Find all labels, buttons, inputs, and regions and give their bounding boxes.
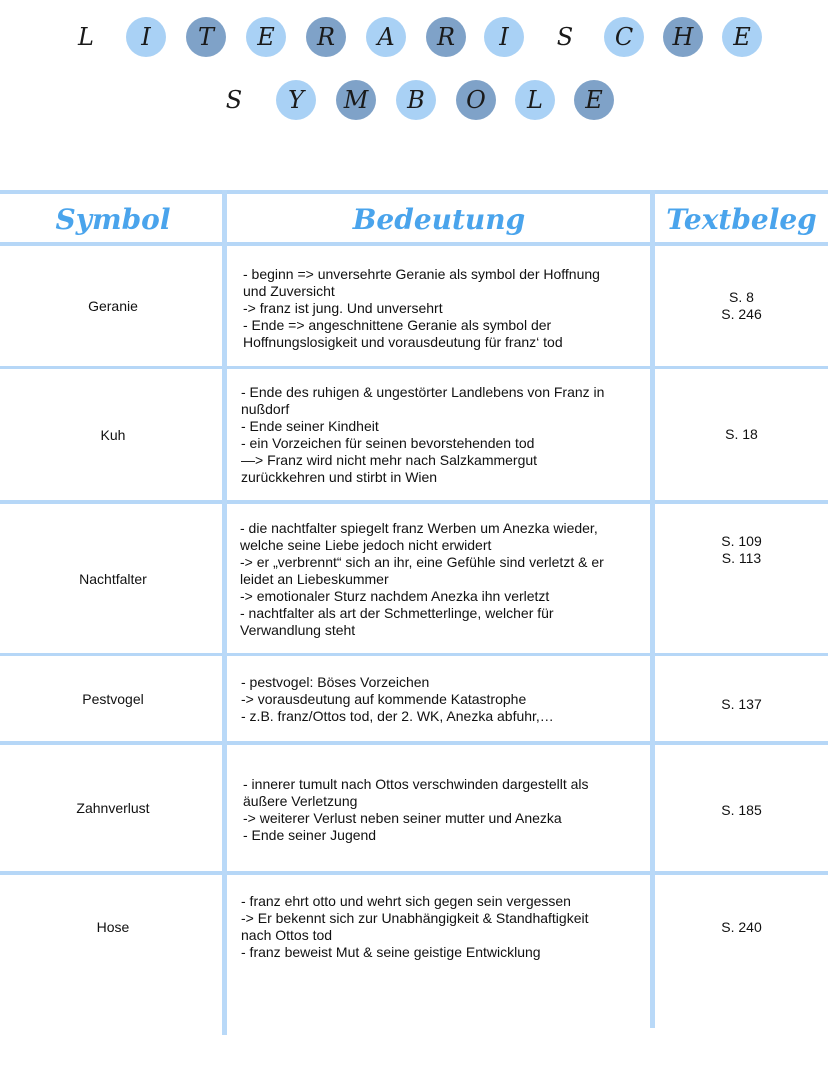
title-line-1 xyxy=(0,17,828,61)
meaning-line: äußere Verletzung xyxy=(243,793,358,809)
meaning-line: -> franz ist jung. Und unversehrt xyxy=(243,300,443,316)
meaning-line: - ein Vorzeichen für seinen bevorstehenden tod xyxy=(241,435,535,451)
page-reference: S. 240 xyxy=(721,918,762,935)
page-reference: S. 137 xyxy=(721,695,762,712)
header-meaning: Bedeutung xyxy=(352,202,526,236)
reference-cell xyxy=(655,246,828,366)
page-reference: S. 18 xyxy=(725,426,758,442)
meaning-line: - Ende seiner Jugend xyxy=(243,827,377,843)
header-symbol: Symbol xyxy=(55,202,171,236)
meaning-line: Verwandlung steht xyxy=(240,622,356,638)
meaning-cell xyxy=(243,266,643,351)
meaning-line: - z.B. franz/Ottos tod, der 2. WK, Anezka abfuhr,… xyxy=(241,708,554,724)
page-reference: S. 246 xyxy=(721,306,762,322)
title-letter: Y xyxy=(276,80,316,120)
meaning-line: - Ende des ruhigen & ungestörter Landlebens von Franz in xyxy=(241,384,605,400)
title-letter: L xyxy=(78,23,94,51)
meaning-line: -> er „verbrennt“ sich an ihr, eine Gefühle sind verletzt & er xyxy=(240,554,604,570)
symbol-cell: Zahnverlust xyxy=(76,800,150,816)
table-border-top xyxy=(0,190,828,194)
meaning-line: nußdorf xyxy=(241,401,290,417)
meaning-line: welche seine Liebe jedoch nicht erwidert xyxy=(240,537,492,553)
meaning-line: -> weiterer Verlust neben seiner mutter und Anezka xyxy=(243,810,562,826)
meaning-line: - franz ehrt otto und wehrt sich gegen sein vergessen xyxy=(241,893,571,909)
meaning-line: und Zuversicht xyxy=(243,283,335,299)
reference-cell xyxy=(655,875,828,979)
meaning-line: - nachtfalter als art der Schmetterlinge, welcher für xyxy=(240,605,554,621)
reference-cell xyxy=(655,475,828,625)
meaning-line: - beginn => unversehrte Geranie als symbol der Hoffnung xyxy=(243,266,600,282)
meaning-line: - innerer tumult nach Ottos verschwinden dargestellt als xyxy=(243,776,589,792)
meaning-cell xyxy=(241,674,641,725)
meaning-line: - pestvogel: Böses Vorzeichen xyxy=(241,674,430,690)
title-letter: E xyxy=(574,80,614,120)
meaning-line: zurückkehren und stirbt in Wien xyxy=(241,469,438,485)
title-letter: M xyxy=(336,80,376,120)
title-letter: I xyxy=(126,17,166,57)
title-letter: L xyxy=(515,80,555,120)
meaning-line: - Ende => angeschnittene Geranie als symbol der xyxy=(243,317,552,333)
symbol-cell: Geranie xyxy=(88,298,138,314)
title-letter: R xyxy=(426,17,466,57)
symbol-cell: Kuh xyxy=(100,426,126,443)
meaning-line: nach Ottos tod xyxy=(241,927,333,943)
title-letter: T xyxy=(186,17,226,57)
title-letter: C xyxy=(604,17,644,57)
meaning-cell xyxy=(243,776,643,844)
title-letter: R xyxy=(306,17,346,57)
title-letter: B xyxy=(396,80,436,120)
meaning-line: —> Franz wird nicht mehr nach Salzkammergut xyxy=(241,452,538,468)
reference-cell xyxy=(655,745,828,875)
title-letter: A xyxy=(366,17,406,57)
title-letter: S xyxy=(225,86,243,114)
page-reference: S. 8 xyxy=(729,289,754,305)
title-letter: E xyxy=(722,17,762,57)
meaning-line: Hoffnungslosigkeit und vorausdeutung für franz‘ tod xyxy=(243,334,563,350)
symbol-cell: Nachtfalter xyxy=(79,570,147,587)
title-letter: H xyxy=(663,17,703,57)
page-reference: S. 109 xyxy=(721,533,762,549)
meaning-line: -> vorausdeutung auf kommende Katastrophe xyxy=(241,691,527,707)
title-letter: I xyxy=(484,17,524,57)
meaning-line: - Ende seiner Kindheit xyxy=(241,418,379,434)
header-reference: Textbeleg xyxy=(666,202,817,236)
title-letter: E xyxy=(246,17,286,57)
symbol-cell: Hose xyxy=(96,919,130,935)
page-reference: S. 185 xyxy=(721,801,762,818)
reference-cell xyxy=(655,656,828,752)
title-letter: S xyxy=(556,23,574,51)
meaning-line: - franz beweist Mut & seine geistige Entwicklung xyxy=(241,944,541,960)
meaning-cell xyxy=(241,384,641,486)
meaning-cell xyxy=(241,893,641,961)
symbol-cell: Pestvogel xyxy=(82,690,144,707)
meaning-line: - die nachtfalter spiegelt franz Werben um Anezka wieder, xyxy=(240,520,598,536)
meaning-line: -> emotionaler Sturz nachdem Anezka ihn verletzt xyxy=(240,588,550,604)
meaning-line: leidet an Liebeskummer xyxy=(240,571,389,587)
page-reference: S. 113 xyxy=(721,550,762,566)
meaning-line: -> Er bekennt sich zur Unabhängigkeit & Standhaftigkeit xyxy=(241,910,589,926)
title-line-2 xyxy=(0,80,828,124)
title-letter: O xyxy=(456,80,496,120)
meaning-cell xyxy=(240,520,640,639)
